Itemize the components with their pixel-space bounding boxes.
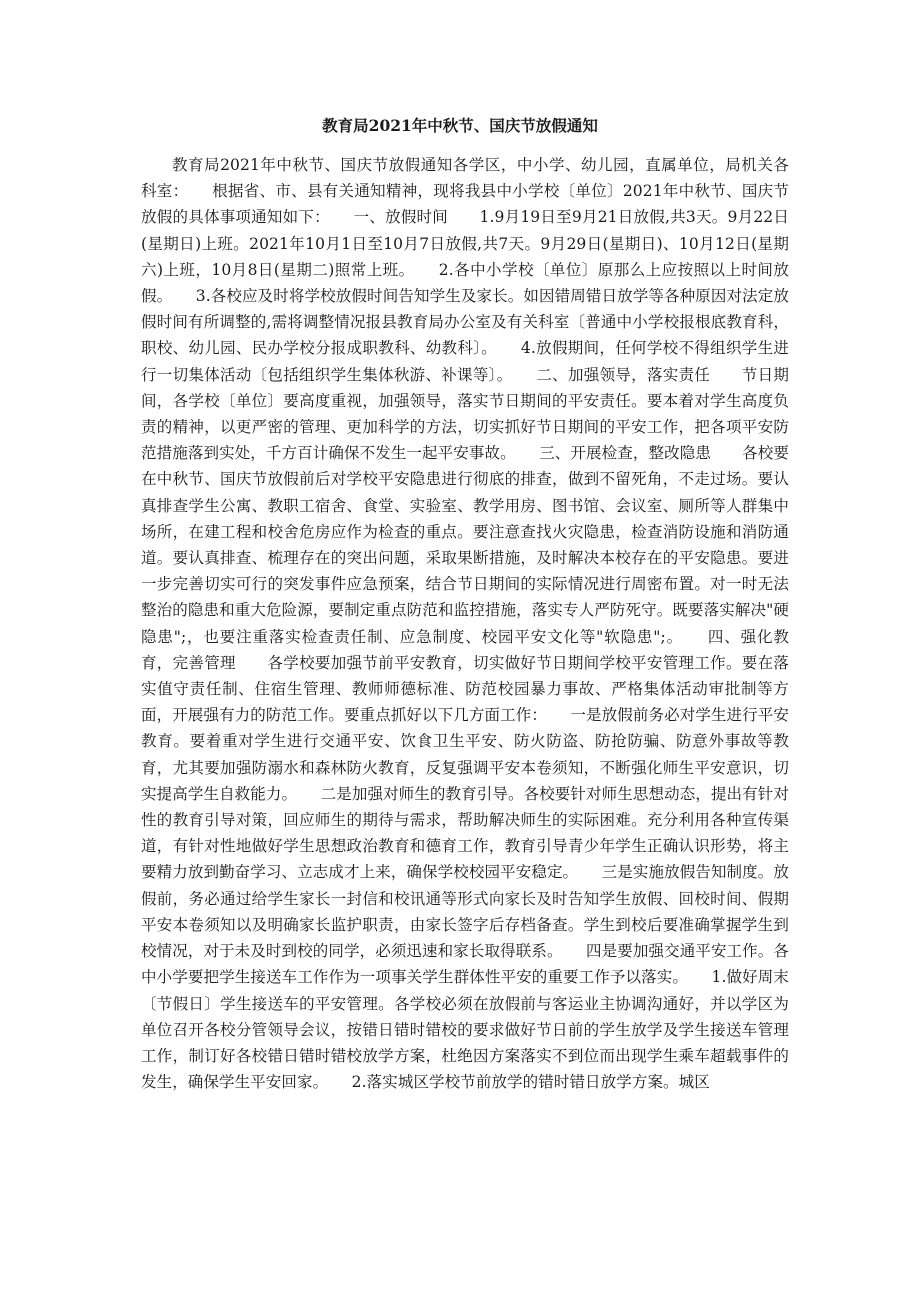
document-title: 教育局2021年中秋节、国庆节放假通知 (322, 116, 598, 135)
document-body-text: 教育局2021年中秋节、国庆节放假通知各学区，中小学、幼儿园，直属单位，局机关各科室： 根据省、市、县有关通知精神，现将我县中小学校〔单位〕2021年中秋节、国庆节放假的具体事项通知如下： 一、放假时间 1.9月19日至9月21日放假,共3天。9月22日(星期日)上班。2021年10月1日至10月7日放假,共7天。9月29日(星期日)、10月12日(星期六)上班，10月8日(星期二)照常上班。 2.各中小学校〔单位〕原那么上应按照以上时间放假。 3.各校应及时将学校放假时间告知学生及家长。如因错周错日放学等各种原因对法定放假时间有所调整的,需将调整情况报县教育局办公室及有关科室〔普通中小学校报根底教育科，职校、幼儿园、民办学校分报成职教科、幼教科〕。 4.放假期间，任何学校不得组织学生进行一切集体活动〔包括组织学生集体秋游、补课等〕。 二、加强领导，落实责任 节日期间，各学校〔单位〕要高度重视，加强领导，落实节日期间的平安责任。要本着对学生高度负责的精神，以更严密的管理、更加科学的方法，切实抓好节日期间的平安工作，把各项平安防范措施落到实处，千方百计确保不发生一起平安事故。 三、开展检查，整改隐患 各校要在中秋节、国庆节放假前后对学校平安隐患进行彻底的排查，做到不留死角，不走过场。要认真排查学生公寓、教职工宿舍、食堂、实验室、教学用房、图书馆、会议室、厕所等人群集中场所，在建工程和校舍危房应作为检查的重点。要注意查找火灾隐患，检查消防设施和消防通道。要认真排查、梳理存在的突出问题，采取果断措施，及时解决本校存在的平安隐患。要进一步完善切实可行的突发事件应急预案，结合节日期间的实际情况进行周密布置。对一时无法整治的隐患和重大危险源，要制定重点防范和监控措施，落实专人严防死守。既要落实解决"硬隐患";，也要注重落实检查责任制、应急制度、校园平安文化等"软隐患";。 四、强化教育，完善管理 各学校要加强节前平安教育，切实做好节日期间学校平安管理工作。要在落实值守责任制、住宿生管理、教师师德标准、防范校园暴力事故、严格集体活动审批制等方面，开展强有力的防范工作。要重点抓好以下几方面工作： 一是放假前务必对学生进行平安教育。要着重对学生进行交通平安、饮食卫生平安、防火防盗、防抢防骗、防意外事故等教育，尤其要加强防溺水和森林防火教育，反复强调平安本卷须知，不断强化师生平安意识，切实提高学生自救能力。 二是加强对师生的教育引导。各校要针对师生思想动态，提出有针对性的教育引导对策，回应师生的期待与需求，帮助解决师生的实际困难。充分利用各种宣传渠道，有针对性地做好学生思想政治教育和德育工作，教育引导青少年学生正确认识形势，将主要精力放到勤奋学习、立志成才上来，确保学校校园平安稳定。 三是实施放假告知制度。放假前，务必通过给学生家长一封信和校讯通等形式向家长及时告知学生放假、回校时间、假期平安本卷须知以及明确家长监护职责，由家长签字后存档备查。学生到校后要准确掌握学生到校情况，对于未及时到校的同学，必须迅速和家长取得联系。 四是要加强交通平安工作。各中小学要把学生接送车工作作为一项事关学生群体性平安的重要工作予以落实。 1.做好周末〔节假日〕学生接送车的平安管理。各学校必须在放假前与客运业主协调沟通好，并以学区为单位召开各校分管领导会议，按错日错时错校的要求做好节日前的学生放学及学生接送车管理工作，制订好各校错日错时错校放学方案，杜绝因方案落实不到位而出现学生乘车超载事件的发生，确保学生平安回家。 2.落实城区学校节前放学的错时错日放学方案。城区 (141, 156, 789, 1092)
